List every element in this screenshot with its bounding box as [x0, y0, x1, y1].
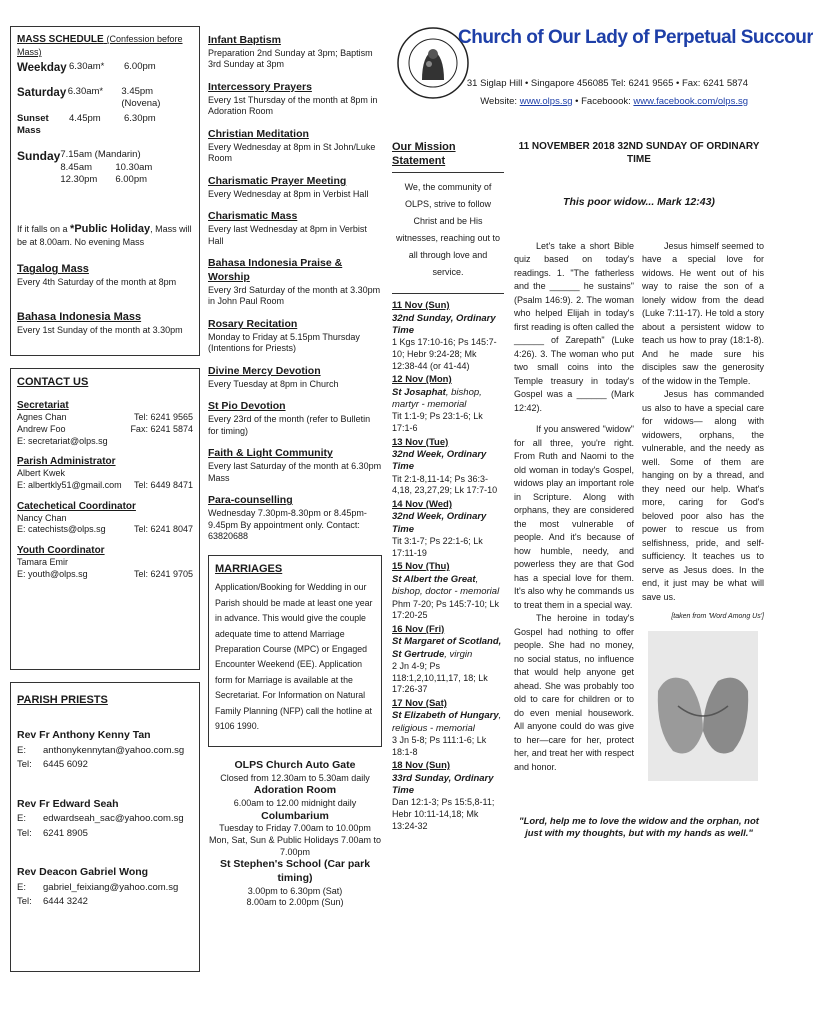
activity-title: Faith & Light Community [208, 447, 333, 460]
activity-text: Monday to Friday at 5.15pm Thursday (Intentions for Priests) [208, 331, 360, 354]
church-title: Church of Our Lady of Perpetual Succour [458, 27, 813, 48]
reflection-paragraph: Jesus has commanded us also to have a special care for widows— along with widowers, orphans, the vulnerable, and the needy as well. Some of them are hanging on by a thread, and they need our help. What's more, caring for God's beloved poor also has the power to rescue us from selfishness, pride, and self-sufficiency. It teaches us to serve as Jesus does. In the end, it just may be what will save us. [642, 389, 764, 602]
activity-text: Preparation 2nd Sunday at 3pm; Baptism 3rd Sunday at 3pm [208, 47, 373, 70]
source-citation: [taken from 'Word Among Us'] [671, 613, 764, 621]
priest-name: Rev Fr Edward Seah [17, 797, 119, 810]
activity-text: Every 23rd of the month (refer to Bulletin for timing) [208, 414, 371, 436]
bulletin-page [10, 26, 813, 1016]
activity-title: Christian Meditation [208, 128, 309, 141]
mission-title: Our Mission Statement [392, 140, 504, 173]
catechetical-role: Catechetical Coordinator [17, 500, 136, 512]
activity-text: Every last Wednesday at 8pm in Verbist Hall [208, 224, 367, 246]
activity-title: Charismatic Mass [208, 210, 298, 223]
activity-title: Rosary Recitation [208, 318, 298, 331]
open-hands-icon [648, 631, 758, 781]
youth-email[interactable]: E: youth@olps.sg [17, 568, 88, 579]
mass-schedule-title: MASS SCHEDULE (Confession before Mass) [17, 34, 183, 57]
activity-title: Intercessory Prayers [208, 81, 312, 94]
mission-text: We, the community of OLPS, strive to follow Christ and be His witnesses, reaching out to all through love and service. [395, 181, 501, 278]
contact-title: CONTACT US [17, 376, 89, 388]
activity-text: Wednesday 7.30pm-8.30pm or 8.45pm-9.45pm By appointment only. Contact: 63820688 [208, 508, 367, 542]
activity-title: Divine Mercy Devotion [208, 365, 321, 378]
bahasa-text: Every 1st Sunday of the month at 3.30pm [17, 324, 183, 335]
catechetical-email[interactable]: E: catechists@olps.sg [17, 524, 106, 535]
activity-text: Every Wednesday at 8pm in Verbist Hall [208, 188, 369, 199]
activity-title: Para-counselling [208, 494, 293, 507]
priests-title: PARISH PRIESTS [17, 694, 108, 706]
church-header [388, 26, 813, 136]
priest-email[interactable]: anthonykennytan@yahoo.com.sg [43, 744, 185, 756]
activity-title: Charismatic Prayer Meeting [208, 175, 347, 188]
reflection-paragraph: The heroine in today's Gospel had nothing to offer people. She had no money, no social status, no influence that would help anyone get ahead. She was probably too old to care for children or to do even menial housework. All anyone could do was give to her—care for her, protect her, and treat her with respect and honor. [514, 613, 634, 772]
weekday-row: Weekday 6.30am* 6.00pm [17, 61, 156, 74]
priests-box: PARISH PRIESTS Rev Fr Anthony Kenny Tan E: anthonykennytan@yahoo.com.sg Tel: 6445 6092 Rev Fr Edward Seah E: edwardseah_sac@yahoo.com.sg Tel: 6241 8905 Rev Deacon Gabriel Wong E: gabriel_feixiang@yahoo.com.sg Tel: 6444 3242 [10, 682, 200, 972]
priest-name: Rev Deacon Gabriel Wong [17, 865, 149, 878]
closing-prayer: "Lord, help me to love the widow and the orphan, not just with my thoughts, but with my hands as well." [519, 815, 759, 839]
activity-title: Infant Baptism [208, 34, 281, 46]
mass-schedule-box [10, 26, 200, 356]
secretariat-role: Secretariat [17, 400, 69, 412]
reflection-column [514, 140, 764, 840]
church-address: 31 Siglap Hill • Singapore 456085 Tel: 6241 9565 • Fax: 6241 5874 [466, 78, 748, 89]
sunday-heading: 11 NOVEMBER 2018 32ND SUNDAY OF ORDINARY TIME [518, 141, 760, 165]
priest-email[interactable]: gabriel_feixiang@yahoo.com.sg [43, 881, 179, 893]
activity-title: Bahasa Indonesia Praise & Worship [208, 257, 343, 284]
activity-text: Every 3rd Saturday of the month at 3.30pm in John Paul Room [208, 284, 381, 307]
youth-role: Youth Coordinator [17, 545, 105, 557]
admin-role: Parish Administrator [17, 456, 116, 468]
reading-item: 15 Nov (Thu) St Albert the Great, bishop, doctor - memorial Phm 7-20; Ps 145:7-10; Lk 17:20-25 [392, 561, 500, 621]
reading-item: 17 Nov (Sat) St Elizabeth of Hungary, religious - memorial 3 Jn 5-8; Ps 111:1-6; Lk 18:1-8 [392, 697, 502, 757]
marriages-box [208, 555, 382, 747]
activity-text: Every Tuesday at 8pm in Church [208, 378, 339, 389]
public-holiday-note: If it falls on a *Public Holiday, Mass will be at 8.00am. No evening Mass [17, 223, 192, 247]
readings-column [392, 140, 504, 832]
reading-item: 12 Nov (Mon) St Josaphat, bishop, martyr - memorial Tit 1:1-9; Ps 23:1-6; Lk 17:1-6 [392, 374, 483, 433]
reading-item: 11 Nov (Sun) 32nd Sunday, Ordinary Time 1 Kgs 17:10-16; Ps 145:7-10; Hebr 9:24-28; Mk 12:38-44 (or 41-44) [392, 300, 497, 371]
marriages-text: Application/Booking for Wedding in our Parish should be made at least one year in advance. This would give the couple adequate time to attend Marriage Preparation Course (MPC) or Engaged Encounter Weekend (EE). Application form for Marriage is available at the Secretariat. For Information on Natural Family Planning (NFP) call the hotline at 9106 1990. [215, 582, 373, 731]
tagalog-title: Tagalog Mass [17, 263, 89, 276]
reflection-paragraph: Jesus himself seemed to have a special love for widows. He went out of his way to raise the son of a lonely widow from the dead (Luke 7:11-17). He told a story about a persistent widow to teach us how to pray (18:1-8). And he made sure his disciples saw the generosity of the widow in the Temple. [642, 240, 764, 386]
activity-text: Every 1st Thursday of the month at 8pm in Adoration Room [208, 94, 378, 117]
activity-title: St Pio Devotion [208, 400, 286, 413]
readings-list [392, 293, 504, 832]
sunday-row: Sunday 7.15am (Mandarin) 8.45am 10.30am 12.30pm 6.00pm [17, 149, 153, 185]
bahasa-title: Bahasa Indonesia Mass [17, 311, 142, 324]
sunset-row: Sunset Mass 4.45pm 6.30pm [17, 112, 156, 136]
reading-item: 13 Nov (Tue) 32nd Week, Ordinary Time Tit 2:1-8,11-14; Ps 36:3-4,18, 23,27,29; Lk 17:7-10 [392, 436, 498, 496]
saturday-row: Saturday 6.30am* 3.45pm (Novena) [17, 85, 161, 110]
activities-list [208, 34, 382, 543]
activities-column [202, 26, 388, 909]
priest-email[interactable]: edwardseah_sac@yahoo.com.sg [43, 813, 184, 825]
secretariat-email[interactable]: E: secretariat@olps.sg [17, 435, 108, 446]
activity-text: Every Wednesday at 8pm in St John/Luke Room [208, 141, 376, 164]
reading-item: 14 Nov (Wed) 32nd Week, Ordinary Time Tit 3:1-7; Ps 22:1-6; Lk 17:11-19 [392, 499, 487, 558]
admin-email[interactable]: E: albertkly51@gmail.com [17, 480, 122, 491]
contact-box: CONTACT US Secretariat Agnes Chan Tel: 6241 9565 Andrew Foo Fax: 6241 5874 E: secretariat@olps.sg Parish Administrator Albert Kwek E: albertkly51@gmail.com Tel: 6449 8471 Catechetical Coordinator Nancy Chan E: catechists@olps.sg Tel: 6241 8047 Youth Coordinator Tamara Emir E: youth@olps.sg Tel: 6241 9705 [10, 368, 200, 670]
church-links: Website: www.olps.sg • Faceboook: www.facebook.com/olps.sg [480, 96, 748, 107]
priest-name: Rev Fr Anthony Kenny Tan [17, 729, 151, 742]
reflection-paragraph: Let's take a short Bible quiz based on today's readings. 1. "The fatherless and the ______ he sustains" (Psalm 146:9). 2. The woman who helped Elijah in today's first reading is often called the ______ of Zarepath" (Luke 4:26). 3. The woman who put two small coins into the Temple treasury in today's Gospel was a ______ (Mark 12:42). [514, 240, 634, 413]
opening-hours: OLPS Church Auto Gate Closed from 12.30am to 5.30am daily Adoration Room 6.00am to 12.00 midnight daily Columbarium Tuesday to Friday 7.00am to 10.00pm Mon, Sat, Sun & Public Holidays 7.00am to 7.00pm St Stephen's School (Car park timing) 3.00pm to 6.30pm (Sat) 8.00am to 2.00pm (Sun) [208, 759, 382, 908]
reading-item: 18 Nov (Sun) 33rd Sunday, Ordinary Time Dan 12:1-3; Ps 15:5,8-11; Hebr 10:11-14,18; Mk 13:24-32 [392, 760, 495, 831]
reflection-title: This poor widow... Mark 12:43) [563, 196, 715, 208]
reflection-paragraph: If you answered "widow" for all three, you're right. From Ruth and Naomi to the old woman in today's Gospel, widows play an important role in Scripture. Along with orphans, they are considered the most vulnerable of people. And it's because of how humble, needy, and powerless they are that God has a special love for them. It's also why he commands us to treat them in a special way. [514, 424, 634, 610]
left-column [10, 26, 200, 972]
facebook-link[interactable]: www.facebook.com/olps.sg [633, 96, 748, 107]
reflection-body [514, 240, 764, 786]
reading-item: 16 Nov (Fri) St Margaret of Scotland, St Gertrude, virgin 2 Jn 4-9; Ps 118:1,2,10,11,17, 18; Lk 17:26-37 [392, 623, 502, 695]
website-link[interactable]: www.olps.sg [519, 96, 573, 107]
tagalog-text: Every 4th Saturday of the month at 8pm [17, 276, 177, 287]
activity-text: Every last Saturday of the month at 6.30pm Mass [208, 461, 382, 483]
marriages-title: MARRIAGES [215, 563, 283, 576]
